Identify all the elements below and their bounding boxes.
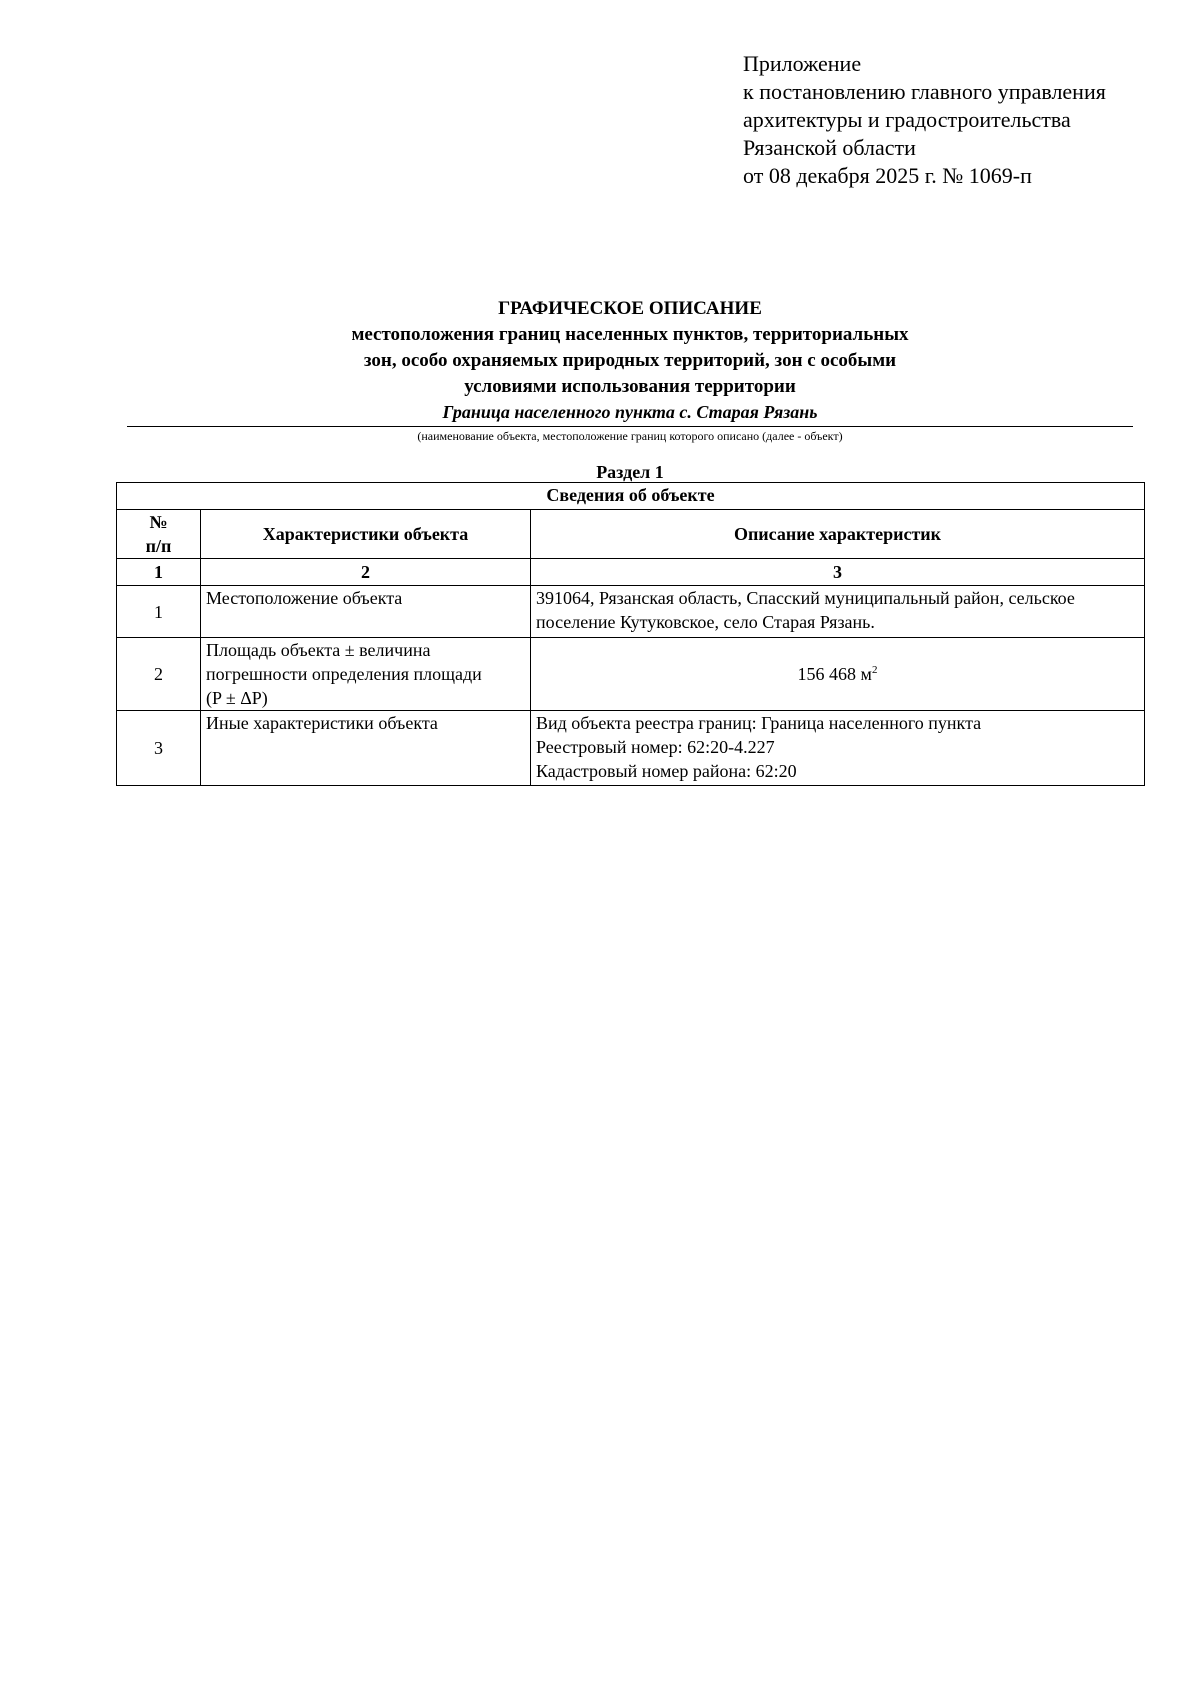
title-line: условиями использования территории: [464, 376, 796, 397]
appendix-line: Рязанской области: [743, 135, 916, 160]
section-label: Раздел 1: [596, 462, 664, 482]
object-info-table: [116, 482, 1145, 786]
appendix-date-number: от 08 декабря 2025 г. № 1069-п: [743, 163, 1032, 188]
document-title: [127, 296, 1133, 400]
row-value: 391064, Рязанская область, Спасский муниципальный район, сельское поселение Кутуковское, село Старая Рязань.: [531, 586, 1145, 638]
header-characteristics: Характеристики объекта: [201, 510, 531, 559]
object-name: Граница населенного пункта с. Старая Рязань: [442, 402, 818, 422]
title-line: ГРАФИЧЕСКОЕ ОПИСАНИЕ: [498, 298, 762, 319]
column-number: 1: [117, 559, 201, 586]
appendix-line: Приложение: [743, 51, 862, 76]
row-name: Площадь объекта ± величина погрешности определения площади (P ± ΔP): [201, 638, 531, 711]
table-row: [117, 711, 1145, 786]
row-num: 1: [117, 586, 201, 638]
table-title: Сведения об объекте: [117, 483, 1145, 510]
row-num: 3: [117, 711, 201, 786]
header-num: № п/п: [117, 510, 201, 559]
object-caption: (наименование объекта, местоположение границ которого описано (далее - объект): [417, 429, 843, 443]
table-caption-row: [117, 483, 1145, 510]
row-value-area: 156 468 $м^2$: [531, 638, 1145, 711]
appendix-line: архитектуры и градостроительства: [743, 107, 1071, 132]
column-number: 3: [531, 559, 1145, 586]
row-value: Вид объекта реестра границ: Граница населенного пункта Реестровый номер: 62:20-4.227 Кадастровый номер района: 62:20: [531, 711, 1145, 786]
row-name: Иные характеристики объекта: [201, 711, 531, 786]
table-row: [117, 638, 1145, 711]
row-name: Местоположение объекта: [201, 586, 531, 638]
row-num: 2: [117, 638, 201, 711]
title-line: местоположения границ населенных пунктов, территориальных: [351, 324, 909, 345]
title-line: зон, особо охраняемых природных территорий, зон с особыми: [363, 350, 897, 371]
appendix-line: к постановлению главного управления: [743, 79, 1106, 104]
table-header-row: [117, 510, 1145, 559]
column-number: 2: [201, 559, 531, 586]
table-row: [117, 586, 1145, 638]
column-number-row: [117, 559, 1145, 586]
underline-rule: [127, 426, 1133, 427]
appendix-header: [743, 50, 1106, 190]
header-description: Описание характеристик: [531, 510, 1145, 559]
